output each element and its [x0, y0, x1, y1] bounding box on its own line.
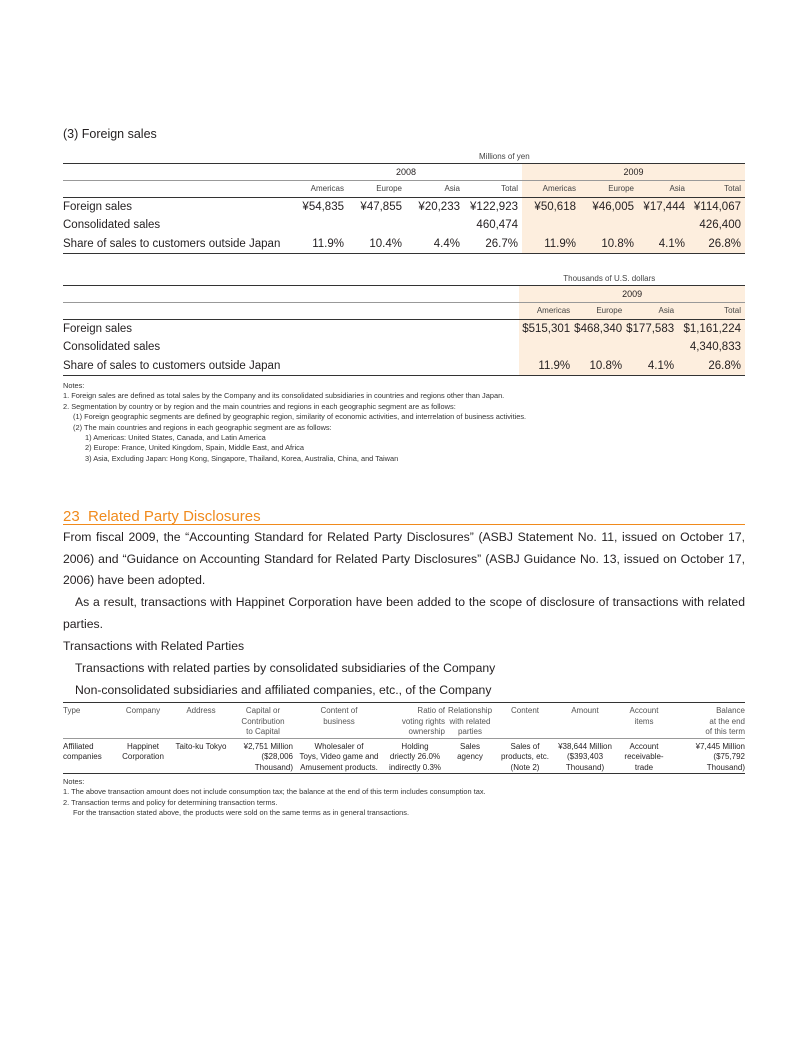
foreign-sales-yen-table — [63, 150, 745, 254]
header-text: items — [634, 716, 654, 726]
cell-text: ($28,006 — [261, 752, 293, 761]
table-row — [63, 216, 745, 235]
table-cell: 426,400 — [689, 216, 745, 235]
header-content — [495, 703, 555, 739]
col-header: Americas — [290, 180, 348, 197]
table-cell: 4,340,833 — [678, 338, 745, 357]
table-row — [63, 235, 745, 254]
col-header: Europe — [580, 180, 638, 197]
cell-company — [117, 738, 169, 774]
related-party-table — [63, 702, 745, 774]
table-cell: ¥54,835 — [290, 197, 348, 216]
table-cell — [348, 216, 406, 235]
header-text: at the end — [709, 716, 745, 726]
year-2009-header: 2009 — [519, 285, 745, 302]
header-text: to Capital — [246, 727, 280, 736]
table-cell: 10.4% — [348, 235, 406, 254]
foreign-sales-title: (3) Foreign sales — [63, 127, 157, 141]
note-line: 2. Segmentation by country or by region and the main countries and regions in each geographic segment are as follows: — [63, 401, 456, 411]
paragraph-2: As a result, transactions with Happinet Corporation have been added to the scope of disclosure of transactions with related parties. — [63, 595, 745, 631]
table-cell — [522, 216, 580, 235]
header-text: of this term — [705, 727, 745, 736]
cell-text: ($75,792 — [713, 752, 745, 761]
cell-text: Happinet — [126, 741, 160, 751]
table-row — [63, 357, 745, 376]
cell-text: Amusement products. — [300, 762, 378, 772]
header-text: ownership — [408, 727, 445, 736]
cell-text: Toys, Video game and — [299, 752, 379, 761]
cell-business — [293, 738, 385, 774]
col-header: Europe — [574, 302, 626, 319]
cell-text: (Note 2) — [510, 762, 540, 772]
note-line: 1. Foreign sales are defined as total sales by the Company and its consolidated subsidiaries in countries and regions other than Japan. — [63, 391, 505, 401]
note-line: Notes: — [63, 777, 85, 786]
table-cell: 26.7% — [464, 235, 522, 254]
table-cell: 4.4% — [406, 235, 464, 254]
unit-label: Thousands of U.S. dollars — [563, 273, 656, 283]
row-label: Foreign sales — [63, 319, 519, 338]
section-heading: 23 Related Party Disclosures — [63, 508, 261, 525]
cell-text: indirectly 0.3% — [388, 762, 442, 772]
header-text: Content of — [320, 706, 358, 715]
header-text: Amount — [571, 706, 599, 715]
col-header: Europe — [348, 180, 406, 197]
cell-text: companies — [63, 752, 102, 761]
table-cell: ¥46,005 — [580, 197, 638, 216]
header-text: Type — [63, 706, 81, 715]
table-cell: $1,161,224 — [678, 319, 745, 338]
related-party-notes — [63, 777, 486, 819]
table-cell: 10.8% — [574, 357, 626, 376]
header-business — [293, 703, 385, 739]
header-text: voting rights — [401, 716, 445, 726]
cell-content — [495, 738, 555, 774]
table-cell — [574, 338, 626, 357]
header-text: parties — [457, 727, 482, 736]
note-line: 3) Asia, Excluding Japan: Hong Kong, Singapore, Thailand, Korea, Australia, China, and Taiwan — [85, 453, 399, 463]
table-cell: ¥50,618 — [522, 197, 580, 216]
header-amount — [555, 703, 615, 739]
header-text: Contribution — [241, 716, 285, 726]
header-text: Account — [629, 706, 659, 715]
cell-text: Thousand) — [706, 762, 745, 772]
col-header: Total — [678, 302, 745, 319]
header-balance — [673, 703, 745, 739]
intro-line-2: Non-consolidated subsidiaries and affiliated companies, etc., of the Company — [75, 683, 492, 697]
note-line: 1. The above transaction amount does not include consumption tax; the balance at the end of this term includes consumption tax. — [63, 787, 486, 797]
table-cell: 460,474 — [476, 219, 518, 232]
table-cell: 10.8% — [580, 235, 638, 254]
header-type — [63, 703, 117, 739]
table-cell: 4.1% — [638, 235, 689, 254]
cell-text: ¥7,445 Million — [695, 741, 745, 751]
cell-balance — [673, 738, 745, 774]
table-cell: ¥17,444 — [638, 197, 689, 216]
year-2009-header: 2009 — [522, 163, 745, 180]
table-cell — [406, 216, 464, 235]
col-header: Asia — [626, 302, 678, 319]
note-line: 1) Americas: United States, Canada, and Latin America — [85, 433, 266, 443]
cell-text: Thousand) — [565, 762, 605, 772]
cell-type — [63, 738, 117, 774]
subheading: Transactions with Related Parties — [63, 639, 245, 653]
header-text: Relationship — [447, 706, 493, 715]
cell-text: Account — [629, 741, 659, 751]
cell-capital — [233, 738, 293, 774]
cell-text: agency — [457, 752, 483, 761]
note-line: (2) The main countries and regions in each geographic segment are as follows: — [73, 422, 332, 432]
table-cell — [290, 216, 348, 235]
foreign-sales-usd-table — [63, 272, 745, 376]
header-company — [117, 703, 169, 739]
table-cell: 11.9% — [522, 235, 580, 254]
foreign-sales-notes — [63, 381, 526, 464]
table-cell: 26.8% — [678, 357, 745, 376]
table-cell: ¥122,923 — [464, 197, 522, 216]
header-account — [615, 703, 673, 739]
paragraph-1: From fiscal 2009, the “Accounting Standard for Related Party Disclosures” (ASBJ Statement No. 11, issued on October 17, 2006) and “Guidance on Accounting Standard for Related Party Disclosures” (ASBJ Guidance No. 13, issued on October 17, 2006) have been adopted. — [63, 530, 745, 587]
table-row — [63, 197, 745, 216]
table-cell: $515,301 — [519, 319, 574, 338]
table-cell — [638, 216, 689, 235]
year-2008-header: 2008 — [290, 163, 522, 180]
cell-text: Wholesaler of — [314, 741, 364, 751]
cell-text: Sales of — [510, 741, 540, 751]
header-text: Ratio of — [417, 706, 445, 715]
col-header: Total — [689, 180, 745, 197]
cell-address — [169, 738, 233, 774]
cell-relationship — [445, 738, 495, 774]
row-label: Share of sales to customers outside Japan — [63, 235, 290, 254]
table-cell: 4.1% — [626, 357, 678, 376]
header-ratio — [385, 703, 445, 739]
table-cell: $177,583 — [626, 319, 678, 338]
col-header: Americas — [522, 180, 580, 197]
cell-amount — [555, 738, 615, 774]
header-capital — [233, 703, 293, 739]
cell-text: Holding — [401, 741, 429, 751]
note-line: Notes: — [63, 381, 85, 390]
col-header: Asia — [638, 180, 689, 197]
header-address — [169, 703, 233, 739]
header-relationship — [445, 703, 495, 739]
cell-text: Thousand) — [254, 762, 293, 772]
cell-text: products, etc. — [500, 752, 550, 761]
cell-text: ($393,403 — [566, 752, 604, 761]
cell-text: Affiliated — [63, 741, 94, 751]
table-cell — [580, 216, 638, 235]
intro-line-1: Transactions with related parties by consolidated subsidiaries of the Company — [75, 661, 496, 675]
col-header: Asia — [406, 180, 464, 197]
header-text: Address — [186, 706, 216, 715]
row-label: Consolidated sales — [63, 219, 161, 232]
cell-ratio — [385, 738, 445, 774]
cell-text: ¥38,644 Million — [558, 741, 612, 751]
heading-rule — [63, 524, 745, 525]
unit-label: Millions of yen — [479, 151, 530, 161]
table-cell — [519, 338, 574, 357]
note-line: 2. Transaction terms and policy for determining transaction terms. — [63, 797, 278, 807]
table-cell: 11.9% — [290, 235, 348, 254]
table-cell: $468,340 — [574, 319, 626, 338]
cell-text: trade — [634, 762, 654, 772]
cell-text: Sales — [459, 741, 480, 751]
table-cell: 26.8% — [689, 235, 745, 254]
table-cell: ¥20,233 — [406, 197, 464, 216]
cell-text: Taito-ku Tokyo — [175, 741, 227, 751]
table-row — [63, 319, 745, 338]
header-text: Balance — [716, 706, 745, 715]
col-header: Americas — [519, 302, 574, 319]
row-label: Foreign sales — [63, 197, 290, 216]
note-line: For the transaction stated above, the products were sold on the same terms as in general transactions. — [73, 808, 410, 818]
col-header: Total — [464, 180, 522, 197]
header-text: business — [323, 716, 355, 726]
table-cell: ¥47,855 — [348, 197, 406, 216]
cell-account — [615, 738, 673, 774]
row-label: Consolidated sales — [63, 341, 161, 354]
cell-text: Corporation — [122, 752, 164, 761]
note-line: 2) Europe: France, United Kingdom, Spain, Middle East, and Africa — [85, 443, 304, 453]
table-cell — [626, 338, 678, 357]
cell-text: driectly 26.0% — [389, 752, 441, 761]
table-cell: 11.9% — [519, 357, 574, 376]
table-row — [63, 738, 745, 774]
row-label: Share of sales to customers outside Japan — [63, 357, 519, 376]
header-text: Company — [125, 706, 161, 715]
header-text: Content — [510, 706, 540, 715]
table-row — [63, 338, 745, 357]
table-cell: ¥114,067 — [689, 197, 745, 216]
cell-text: ¥2,751 Million — [243, 741, 293, 751]
header-text: with related — [449, 716, 491, 726]
cell-text: receivable- — [624, 752, 664, 761]
note-line: (1) Foreign geographic segments are defined by geographic region, similarity of economic activities, and interrelation of business activities. — [73, 412, 527, 422]
header-text: Capital or — [245, 706, 281, 715]
